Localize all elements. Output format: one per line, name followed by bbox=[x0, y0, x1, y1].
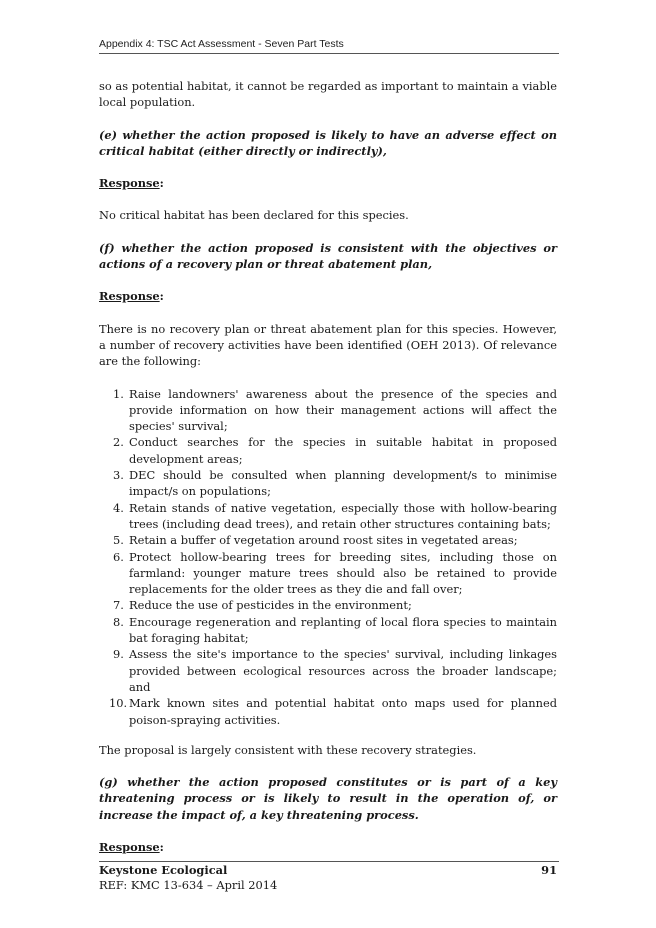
list-text: Conduct searches for the species in suitable habitat in proposed development areas; bbox=[129, 435, 557, 466]
list-item bbox=[99, 500, 557, 533]
response-colon: : bbox=[159, 839, 164, 854]
footer-reference: REF: KMC 13-634 – April 2014 bbox=[99, 878, 278, 892]
footer-divider bbox=[99, 861, 559, 862]
response-label: Response bbox=[99, 839, 160, 854]
response-heading-g bbox=[99, 839, 557, 855]
consistency-paragraph: The proposal is largely consistent with these recovery strategies. bbox=[99, 742, 477, 757]
list-text: Raise landowners' awareness about the presence of the species and provide information on how their management actions will affect the species' survival; bbox=[129, 386, 557, 434]
list-number: 3. bbox=[113, 468, 124, 483]
list-text: Retain stands of native vegetation, especially those with hollow-bearing trees (including dead trees), and retain other structures containing bats; bbox=[129, 500, 557, 531]
list-number: 10. bbox=[109, 696, 128, 711]
list-text: Encourage regeneration and replanting of local flora species to maintain bat foraging habitat; bbox=[129, 614, 557, 646]
question-g: (g) whether the action proposed constitutes or is part of a key threatening process or is likely to result in the operation of, or increase the impact of, a key threatening process. bbox=[99, 775, 557, 822]
answer-f: There is no recovery plan or threat abatement plan for this species. However, a number of recovery activities have been identified (OEH 2013). Of relevance are the following: bbox=[99, 321, 557, 369]
list-number: 9. bbox=[113, 647, 124, 662]
list-number: 8. bbox=[113, 614, 124, 629]
list-item bbox=[99, 695, 557, 728]
list-text: Assess the site's importance to the species' survival, including linkages provided between ecological resources across the broader landscape; and bbox=[129, 647, 557, 694]
list-item bbox=[99, 467, 557, 500]
response-label: Response bbox=[99, 289, 160, 304]
list-number: 5. bbox=[113, 533, 124, 548]
intro-paragraph: so as potential habitat, it cannot be regarded as important to maintain a viable local population. bbox=[99, 79, 557, 110]
response-heading-e bbox=[99, 175, 557, 191]
header-divider bbox=[99, 53, 559, 54]
question-e: (e) whether the action proposed is likely to have an adverse effect on critical habitat (either directly or indirectly), bbox=[99, 127, 557, 158]
running-header: Appendix 4: TSC Act Assessment - Seven Part Tests bbox=[99, 38, 344, 50]
list-text: Retain a buffer of vegetation around roost sites in vegetated areas; bbox=[129, 533, 518, 548]
recovery-actions-list bbox=[99, 386, 557, 728]
list-number: 6. bbox=[113, 549, 124, 564]
list-item bbox=[99, 646, 557, 695]
list-number: 4. bbox=[113, 500, 124, 515]
list-item bbox=[99, 549, 557, 598]
answer-e: No critical habitat has been declared for this species. bbox=[99, 208, 409, 223]
page-number: 91 bbox=[541, 863, 557, 877]
list-item bbox=[99, 614, 557, 647]
list-item bbox=[99, 532, 557, 548]
list-text: Protect hollow-bearing trees for breeding sites, including those on farmland: younger mature trees should also be retained to provide replacements for the older trees as they die and fall over; bbox=[129, 549, 557, 597]
response-colon: : bbox=[159, 176, 164, 191]
list-item bbox=[99, 597, 557, 613]
list-text: DEC should be consulted when planning development/s to minimise impact/s on populations; bbox=[129, 468, 557, 499]
list-number: 7. bbox=[113, 598, 124, 613]
list-text: Mark known sites and potential habitat onto maps used for planned poison-spraying activities. bbox=[129, 696, 557, 727]
response-label: Response bbox=[99, 176, 160, 191]
question-f: (f) whether the action proposed is consistent with the objectives or actions of a recovery plan or threat abatement plan, bbox=[99, 240, 557, 272]
footer-organisation: Keystone Ecological bbox=[99, 863, 228, 877]
response-colon: : bbox=[159, 289, 164, 304]
list-number: 2. bbox=[113, 435, 124, 450]
list-number: 1. bbox=[113, 386, 124, 401]
page-body bbox=[99, 78, 557, 855]
list-text: Reduce the use of pesticides in the environment; bbox=[129, 598, 412, 613]
list-item bbox=[99, 434, 557, 467]
list-item bbox=[99, 386, 557, 435]
page-footer bbox=[99, 863, 557, 893]
response-heading-f bbox=[99, 288, 557, 304]
